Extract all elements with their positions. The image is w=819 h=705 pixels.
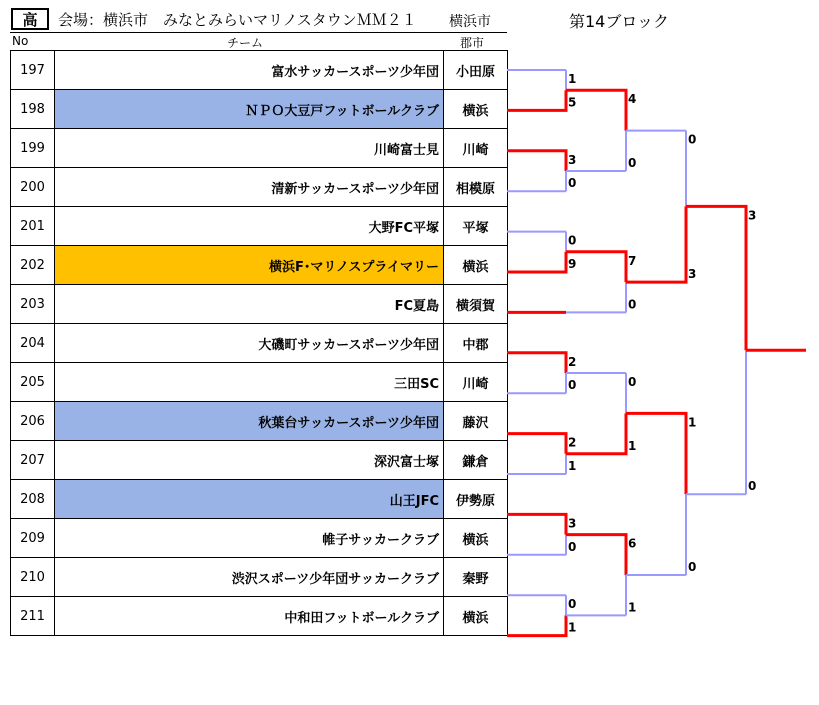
r1-match-6-top-line: [507, 514, 566, 534]
r1-match-5-score-bottom: 1: [568, 459, 577, 473]
team-city: 横浜: [444, 90, 508, 129]
r1-match-5-score-top: 2: [568, 435, 577, 450]
r2-match-1-score-top: 4: [628, 92, 637, 107]
team-name: 深沢富士塚: [55, 441, 444, 480]
team-number: 211: [11, 597, 55, 636]
r1-match-1-score-bottom: 5: [568, 95, 577, 110]
team-number: 199: [11, 129, 55, 168]
r1-match-4-score-top: 2: [568, 354, 577, 369]
venue-city: 横浜市: [449, 14, 491, 30]
column-header-team: チーム: [227, 36, 264, 50]
team-number: 197: [11, 51, 55, 90]
r3-match-1-bottom-line: [626, 206, 686, 282]
r1-match-2-score-bottom: 0: [568, 176, 577, 191]
r1-match-3-score-bottom: 9: [568, 257, 577, 271]
team-number: 201: [11, 207, 55, 246]
venue-title: 会場：横浜市 みなとみらいマリノスタウンＭＭ２１: [58, 11, 417, 29]
team-number: 200: [11, 168, 55, 207]
r2-match-3-score-top: 0: [628, 375, 637, 389]
block-title: 第14ブロック: [569, 12, 670, 31]
team-name: 横浜F･マリノスプライマリー: [55, 246, 444, 285]
team-city: 川崎: [444, 129, 508, 168]
team-name: ＮＰＯ大豆戸フットボールクラブ: [55, 90, 444, 129]
team-city: 横浜: [444, 597, 508, 636]
r1-match-2-top-line: [507, 151, 566, 171]
team-city: 伊勢原: [444, 480, 508, 519]
team-city: 平塚: [444, 207, 508, 246]
team-number: 203: [11, 285, 55, 324]
r2-match-4-score-top: 6: [628, 536, 637, 551]
team-number: 209: [11, 519, 55, 558]
r3-match-1-score-bottom: 3: [688, 267, 697, 282]
r1-match-7-score-top: 0: [568, 597, 577, 612]
team-number: 208: [11, 480, 55, 519]
team-number: 205: [11, 363, 55, 402]
team-number: 202: [11, 246, 55, 285]
team-city: 小田原: [444, 51, 508, 90]
team-name: 帷子サッカークラブ: [55, 519, 444, 558]
grade-badge: 高: [11, 8, 49, 30]
team-number: 204: [11, 324, 55, 363]
team-name: 三田SC: [55, 363, 444, 402]
r3-match-2-score-bottom: 0: [688, 560, 697, 574]
team-city: 秦野: [444, 558, 508, 597]
team-city: 横須賀: [444, 285, 508, 324]
r1-match-7-score-bottom: 1: [568, 620, 577, 635]
team-city: 藤沢: [444, 402, 508, 441]
team-name: 富水サッカースポーツ少年団: [55, 51, 444, 90]
team-name: 中和田フットボールクラブ: [55, 597, 444, 636]
team-name: 山王JFC: [55, 480, 444, 519]
r1-match-7-bottom-line: [507, 615, 566, 635]
r1-match-6-score-bottom: 0: [568, 539, 577, 554]
r2-match-1-score-bottom: 0: [628, 156, 637, 170]
r2-match-4-score-bottom: 1: [628, 600, 637, 615]
team-city: 横浜: [444, 246, 508, 285]
r1-match-2-score-top: 3: [568, 152, 577, 167]
r3-match-2-score-top: 1: [688, 415, 697, 430]
r1-match-1-score-top: 1: [568, 72, 577, 86]
team-name: FC夏島: [55, 285, 444, 324]
r1-match-3-score-top: 0: [568, 233, 577, 248]
team-city: 横浜: [444, 519, 508, 558]
final-match-score-bottom: 0: [748, 479, 757, 494]
team-city: 川崎: [444, 363, 508, 402]
team-number: 210: [11, 558, 55, 597]
team-name: 清新サッカースポーツ少年団: [55, 168, 444, 207]
team-name: 大磯町サッカースポーツ少年団: [55, 324, 444, 363]
r2-match-3-score-bottom: 1: [628, 438, 637, 453]
team-number: 206: [11, 402, 55, 441]
final-match-score-top: 3: [748, 208, 757, 223]
team-city: 相模原: [444, 168, 508, 207]
team-number: 207: [11, 441, 55, 480]
r3-match-2-top-line: [626, 413, 686, 494]
team-name: 渋沢スポーツ少年団サッカークラブ: [55, 558, 444, 597]
r1-match-6-score-top: 3: [568, 516, 577, 531]
r1-match-1-bottom-line: [507, 90, 566, 110]
r1-match-4-top-line: [507, 353, 566, 373]
column-header-city: 郡市: [460, 36, 485, 50]
r1-match-4-score-bottom: 0: [568, 378, 577, 393]
team-city: 鎌倉: [444, 441, 508, 480]
r3-match-1-score-top: 0: [688, 132, 697, 147]
team-city: 中郡: [444, 324, 508, 363]
r1-match-3-bottom-line: [507, 252, 566, 272]
team-name: 川崎富士見: [55, 129, 444, 168]
column-header-no: No: [12, 34, 29, 48]
r2-match-2-score-bottom: 0: [628, 297, 637, 312]
team-name: 大野FC平塚: [55, 207, 444, 246]
r2-match-2-score-top: 7: [628, 253, 637, 268]
team-number: 198: [11, 90, 55, 129]
r1-match-5-top-line: [507, 434, 566, 454]
team-name: 秋葉台サッカースポーツ少年団: [55, 402, 444, 441]
